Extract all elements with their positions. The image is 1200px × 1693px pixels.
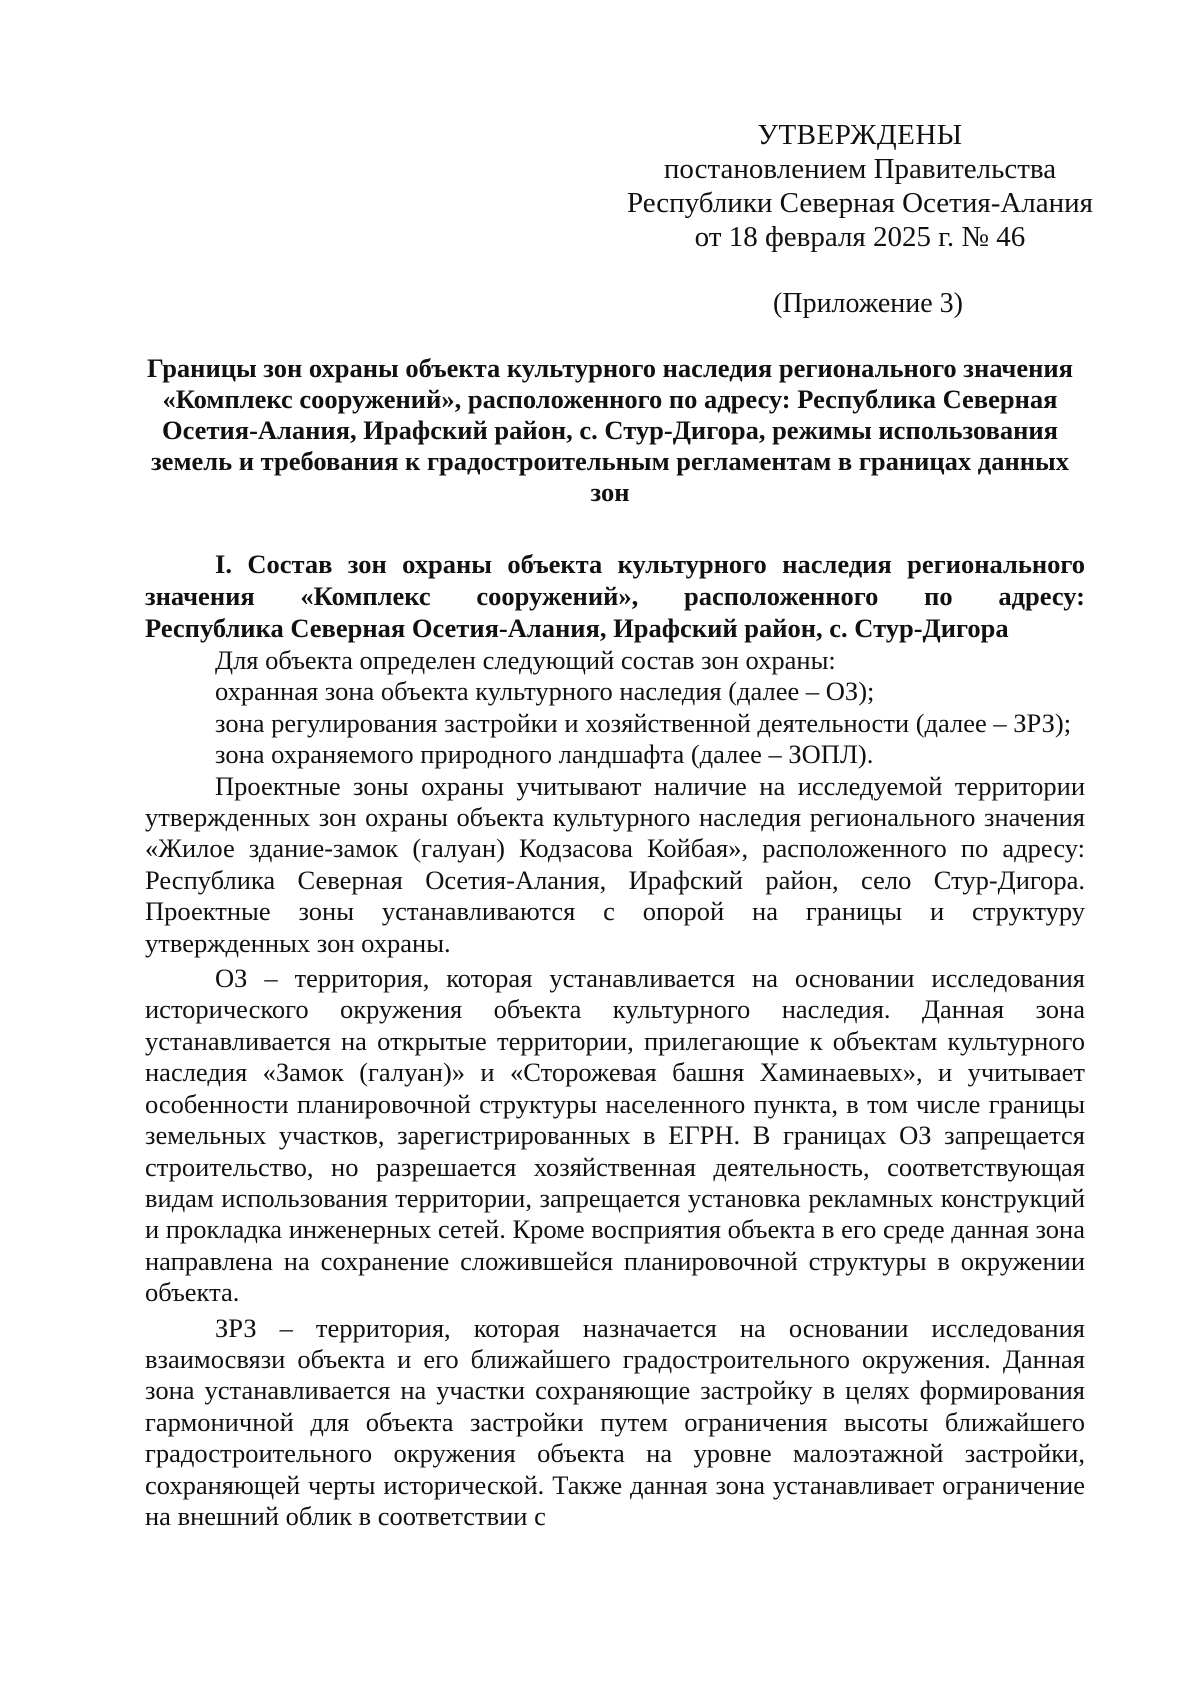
paragraph-zone-oz: охранная зона объекта культурного наследия (далее – ОЗ); bbox=[215, 676, 875, 707]
paragraph-zones-intro: Для объекта определен следующий состав зон охраны: bbox=[215, 645, 836, 675]
section-heading bbox=[145, 548, 1085, 644]
approval-line: Республики Северная Осетия-Алания bbox=[626, 187, 1094, 219]
paragraph-zrz-description: ЗРЗ – территория, которая назначается на основании исследования взаимосвязи объекта и его ближайшего градостроительного окружения. Данная зона устанавливается на участки сохраняющие застройку в целях формирования гармоничной для объекта застройки путем ограничения высоты ближайшего градостроительного окружения объекта на уровне малоэтажной застройки, сохраняющей черты исторической. Также данная зона устанавливает ограничение на внешний облик в соответствии с bbox=[145, 1312, 1085, 1531]
approval-line: постановлением Правительства bbox=[663, 153, 1057, 185]
document-title: Границы зон охраны объекта культурного наследия регионального значения «Комплекс сооружений», расположенного по адресу: Республика Северная Осетия-Алания, Ирафский район, с. Стур-Дигора, режимы использования земель и требования к градостроительным регламентам в границах данных зон bbox=[147, 353, 1073, 507]
paragraph-oz-description: ОЗ – территория, которая устанавливается на основании исследования исторического окружения объекта культурного наследия. Данная зона устанавливается на открытые территории, прилегающие к объектам культурного наследия «Замок (галуан)» и «Сторожевая башня Хаминаевых», и учитывает особенности планировочной структуры населенного пункта, в том числе границы земельных участков, зарегистрированных в ЕГРН. В границах ОЗ запрещается строительство, но разрешается хозяйственная деятельность, соответствующая видам использования территории, запрещается установка рекламных конструкций и прокладка инженерных сетей. Кроме восприятия объекта в его среде данная зона направлена на сохранение сложившейся планировочной структуры в окружении объекта. bbox=[145, 963, 1085, 1308]
approval-heading: УТВЕРЖДЕНЫ bbox=[757, 119, 963, 151]
section-heading-line: Республика Северная Осетия-Алания, Ирафский район, с. Стур-Дигора bbox=[145, 613, 1009, 643]
section-heading-line: значения «Комплекс сооружений», расположенного по адресу: bbox=[145, 581, 1085, 611]
appendix-label: (Приложение 3) bbox=[773, 288, 963, 319]
paragraph-project-zones: Проектные зоны охраны учитывают наличие на исследуемой территории утвержденных зон охраны объекта культурного наследия регионального значения «Жилое здание-замок (галуан) Кодзасова Койбая», расположенного по адресу: Республика Северная Осетия-Алания, Ирафский район, село Стур-Дигора. Проектные зоны устанавливаются с опорой на границы и структуру утвержденных зон охраны. bbox=[145, 770, 1085, 958]
paragraph-zone-zrz: зона регулирования застройки и хозяйственной деятельности (далее – ЗРЗ); bbox=[215, 707, 1072, 738]
section-heading-line: I. Состав зон охраны объекта культурного наследия регионального bbox=[215, 549, 1085, 579]
paragraph-zone-zopl: зона охраняемого природного ландшафта (далее – ЗОПЛ). bbox=[215, 739, 874, 770]
approval-block bbox=[600, 118, 1120, 254]
approval-date-line: от 18 февраля 2025 г. № 46 bbox=[694, 221, 1026, 253]
section-body bbox=[145, 645, 1085, 1532]
